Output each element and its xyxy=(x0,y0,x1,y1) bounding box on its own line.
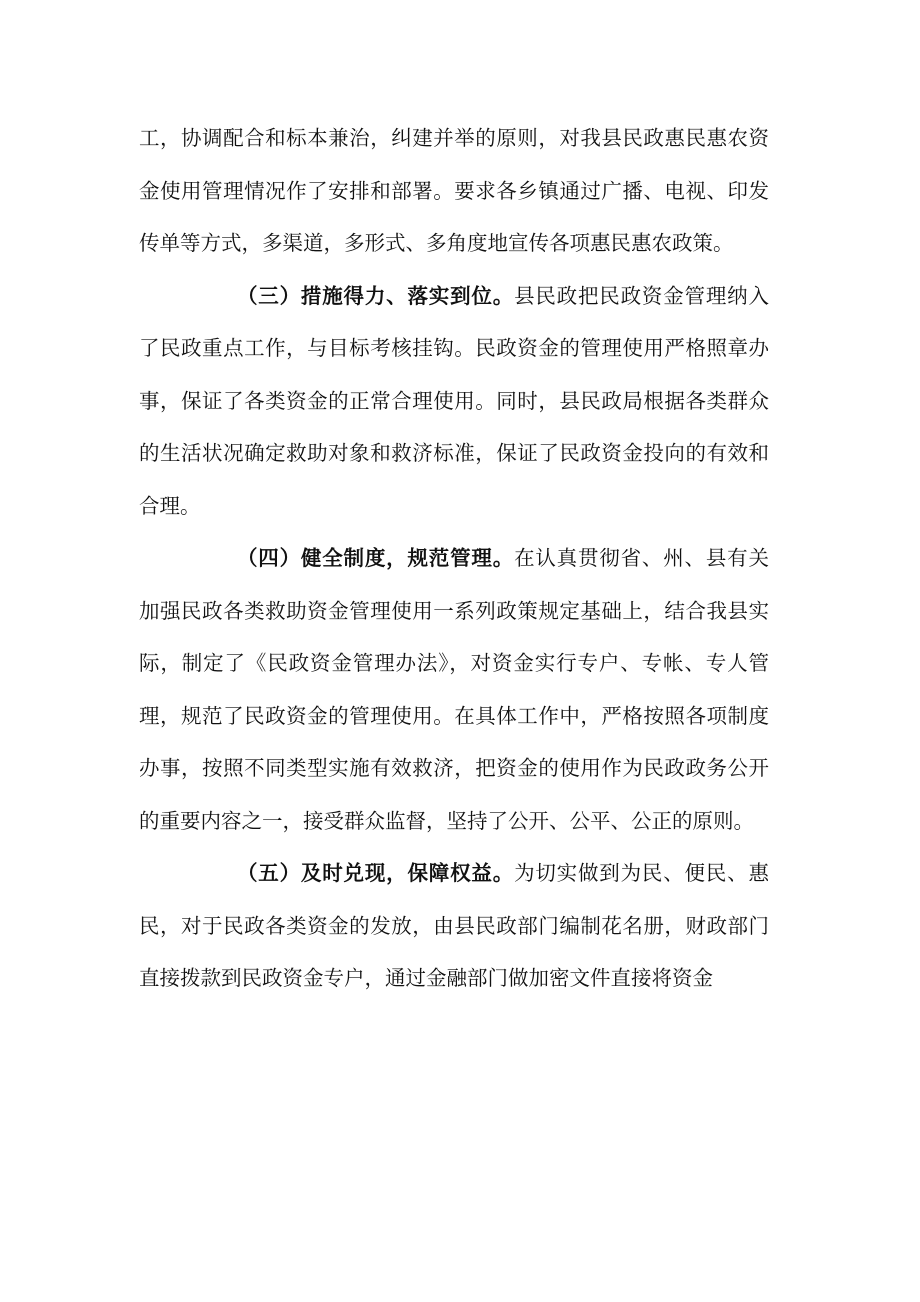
paragraph-section-5 xyxy=(139,847,769,1005)
section-heading: （五）及时兑现，保障权益。 xyxy=(237,861,515,885)
section-heading: （四）健全制度，规范管理。 xyxy=(237,546,515,570)
paragraph-continuation xyxy=(139,112,769,270)
document-page xyxy=(139,112,769,1005)
paragraph-text: 为切实做到为民、便民、惠民，对于民政各类资金的发放，由县民政部门编制花名册，财政部门直接拨款到民政资金专户，通过金融部门做加密文件直接将资金 xyxy=(139,861,769,990)
paragraph-text: 在认真贯彻省、州、县有关加强民政各类救助资金管理使用一系列政策规定基础上，结合我县实际，制定了《民政资金管理办法》，对资金实行专户、专帐、专人管理，规范了民政资金的管理使用。在具体工作中，严格按照各项制度办事，按照不同类型实施有效救济，把资金的使用作为民政政务公开的重要内容之一，接受群众监督，坚持了公开、公平、公正的原则。 xyxy=(139,546,769,833)
section-heading: （三）措施得力、落实到位。 xyxy=(237,283,515,308)
paragraph-section-3 xyxy=(139,270,769,533)
paragraph-section-4 xyxy=(139,532,769,847)
paragraph-text: 工，协调配合和标本兼治，纠建并举的原则，对我县民政惠民惠农资金使用管理情况作了安排和部署。要求各乡镇通过广播、电视、印发传单等方式，多渠道，多形式、多角度地宣传各项惠民惠农政策。 xyxy=(139,126,769,255)
paragraph-text: 县民政把民政资金管理纳入了民政重点工作，与目标考核挂钩。民政资金的管理使用严格照章办事，保证了各类资金的正常合理使用。同时，县民政局根据各类群众的生活状况确定救助对象和救济标准，保证了民政资金投向的有效和合理。 xyxy=(139,283,769,518)
